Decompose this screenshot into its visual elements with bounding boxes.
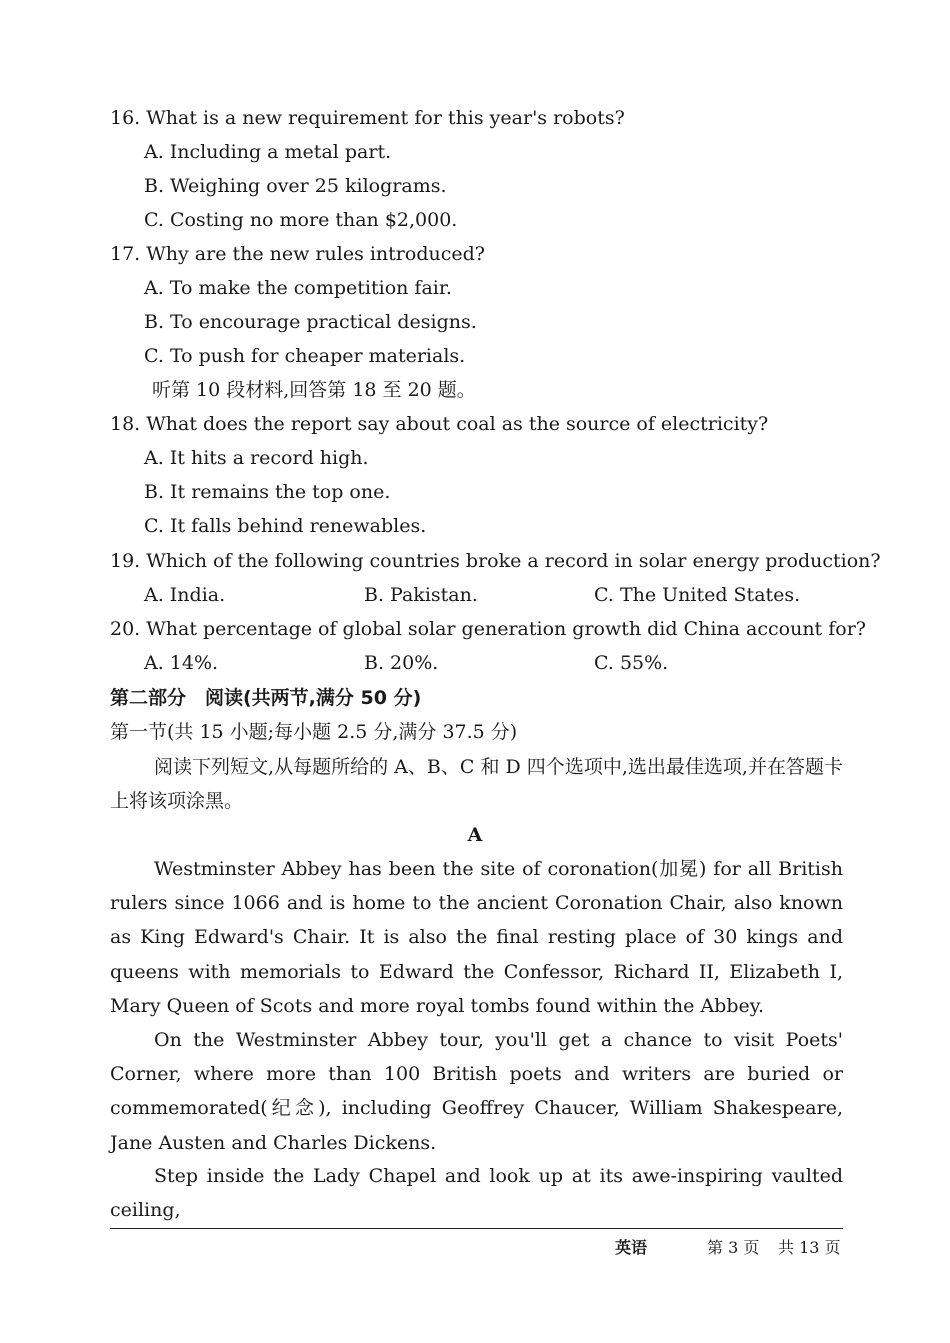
section1-heading: 第一节(共 15 小题;每小题 2.5 分,满分 37.5 分) [110, 721, 518, 743]
question-20-option-b: B. 20%. [364, 652, 439, 674]
question-20-option-a: A. 14%. [144, 652, 219, 674]
question-19-option-c: C. The United States. [594, 584, 801, 606]
footer-total-pages: 共 13 页 [778, 1238, 841, 1257]
question-16-option-a: A. Including a metal part. [144, 141, 392, 163]
question-16-option-c: C. Costing no more than $2,000. [144, 209, 458, 231]
question-20-stem: 20. What percentage of global solar generation growth did China account for? [110, 618, 866, 640]
question-19-option-b: B. Pakistan. [364, 584, 478, 606]
question-17-option-b: B. To encourage practical designs. [144, 311, 477, 333]
question-18-option-c: C. It falls behind renewables. [144, 515, 427, 537]
footer-page-number: 第 3 页 [707, 1238, 760, 1257]
passage-paragraph-3: Step inside the Lady Chapel and look up at its awe-inspiring vaulted ceiling, [110, 1165, 843, 1222]
footer-divider [110, 1228, 843, 1229]
listening-instruction: 听第 10 段材料,回答第 18 至 20 题。 [152, 379, 476, 401]
question-20-option-c: C. 55%. [594, 652, 669, 674]
question-17-option-c: C. To push for cheaper materials. [144, 345, 466, 367]
question-17-stem: 17. Why are the new rules introduced? [110, 243, 485, 265]
question-18-option-b: B. It remains the top one. [144, 481, 391, 503]
question-16-option-b: B. Weighing over 25 kilograms. [144, 175, 447, 197]
part2-heading: 第二部分 阅读(共两节,满分 50 分) [110, 687, 422, 709]
passage-paragraph-2: On the Westminster Abbey tour, you'll get a chance to visit Poets' Corner, where more than 100 British poets and writers are buried or commemorated(纪念), including Geoffrey Chaucer, William Shakespeare, Jane Austen and Charles Dickens. [110, 1029, 843, 1154]
reading-instruction: 阅读下列短文,从每题所给的 A、B、C 和 D 四个选项中,选出最佳选项,并在答题卡上将该项涂黑。 [110, 756, 843, 813]
question-18-stem: 18. What does the report say about coal as the source of electricity? [110, 413, 769, 435]
question-19-stem: 19. Which of the following countries broke a record in solar energy production? [110, 550, 881, 572]
passage-title: A [467, 824, 483, 846]
question-16-stem: 16. What is a new requirement for this year's robots? [110, 107, 625, 129]
footer-subject: 英语 [615, 1238, 648, 1257]
question-18-option-a: A. It hits a record high. [144, 447, 369, 469]
question-17-option-a: A. To make the competition fair. [144, 277, 452, 299]
question-19-option-a: A. India. [144, 584, 226, 606]
passage-paragraph-1: Westminster Abbey has been the site of coronation(加冕) for all British rulers since 1066 and is home to the ancient Coronation Chair, also known as King Edward's Chair. It is also the final resting place of 30 kings and queens with memorials to Edward the Confessor, Richard II, Elizabeth I, Mary Queen of Scots and more royal tombs found within the Abbey. [110, 858, 843, 1017]
